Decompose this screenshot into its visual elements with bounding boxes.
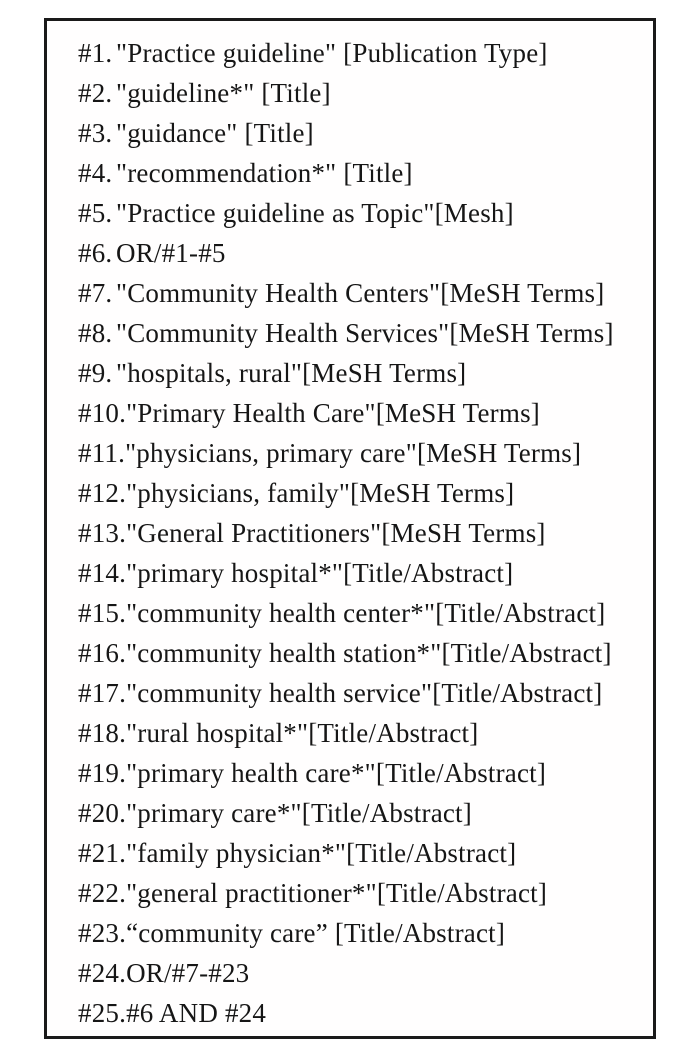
search-strategy-box: [44, 18, 656, 1039]
query-number: #20.: [78, 798, 127, 828]
query-row: [78, 633, 647, 673]
query-term: "family physician*"[Title/Abstract]: [126, 838, 517, 868]
query-term: "guidance" [Title]: [116, 118, 314, 148]
query-term: "physicians, family"[MeSH Terms]: [126, 478, 515, 508]
query-row: [78, 753, 647, 793]
query-number: #12.: [78, 478, 127, 508]
query-row: [78, 233, 647, 273]
query-number: #9.: [78, 358, 113, 388]
query-term: "community health service"[Title/Abstract]: [126, 678, 603, 708]
query-number: #22.: [78, 878, 127, 908]
query-term: "Practice guideline" [Publication Type]: [116, 38, 548, 68]
query-number: #17.: [78, 678, 127, 708]
query-row: [78, 793, 647, 833]
query-number: #21.: [78, 838, 127, 868]
query-number: #19.: [78, 758, 127, 788]
query-row: [78, 153, 647, 193]
query-row: [78, 953, 647, 993]
query-number: #5.: [78, 198, 113, 228]
query-term: “community care” [Title/Abstract]: [126, 918, 506, 948]
query-number: #2.: [78, 78, 113, 108]
query-term: "Community Health Centers"[MeSH Terms]: [116, 278, 605, 308]
query-term: "recommendation*" [Title]: [116, 158, 413, 188]
query-number: #14.: [78, 558, 127, 588]
query-term: OR/#1-#5: [116, 238, 226, 268]
query-row: [78, 713, 647, 753]
query-term: OR/#7-#23: [126, 958, 250, 988]
query-row: [78, 913, 647, 953]
query-number: #7.: [78, 278, 113, 308]
query-row: [78, 313, 647, 353]
query-term: "hospitals, rural"[MeSH Terms]: [116, 358, 467, 388]
query-row: [78, 553, 647, 593]
query-term: "Primary Health Care"[MeSH Terms]: [126, 398, 540, 428]
query-row: [78, 833, 647, 873]
query-row: [78, 873, 647, 913]
query-term: "primary hospital*"[Title/Abstract]: [126, 558, 514, 588]
query-number: #25.: [78, 998, 127, 1028]
search-strategy-list: [47, 21, 653, 1033]
query-row: [78, 593, 647, 633]
query-row: [78, 273, 647, 313]
query-row: [78, 473, 647, 513]
query-number: #16.: [78, 638, 127, 668]
query-row: [78, 73, 647, 113]
query-row: [78, 993, 647, 1033]
query-number: #15.: [78, 598, 127, 628]
query-row: [78, 393, 647, 433]
query-row: [78, 513, 647, 553]
query-number: #3.: [78, 118, 113, 148]
query-row: [78, 113, 647, 153]
query-term: "community health station*"[Title/Abstract]: [126, 638, 612, 668]
query-term: "General Practitioners"[MeSH Terms]: [126, 518, 546, 548]
query-term: "Practice guideline as Topic"[Mesh]: [116, 198, 514, 228]
query-term: "general practitioner*"[Title/Abstract]: [126, 878, 548, 908]
query-number: #6.: [78, 238, 113, 268]
query-number: #11.: [78, 438, 126, 468]
query-number: #18.: [78, 718, 127, 748]
query-term: "primary health care*"[Title/Abstract]: [126, 758, 547, 788]
query-term: "rural hospital*"[Title/Abstract]: [126, 718, 479, 748]
query-row: [78, 353, 647, 393]
query-term: "guideline*" [Title]: [116, 78, 331, 108]
query-row: [78, 193, 647, 233]
query-number: #10.: [78, 398, 127, 428]
query-number: #13.: [78, 518, 127, 548]
query-row: [78, 673, 647, 713]
query-row: [78, 33, 647, 73]
query-term: "community health center*"[Title/Abstract]: [126, 598, 606, 628]
query-term: "Community Health Services"[MeSH Terms]: [116, 318, 614, 348]
query-number: #1.: [78, 38, 113, 68]
query-row: [78, 433, 647, 473]
query-term: #6 AND #24: [126, 998, 267, 1028]
query-term: "primary care*"[Title/Abstract]: [126, 798, 472, 828]
query-number: #4.: [78, 158, 113, 188]
query-number: #24.: [78, 958, 127, 988]
query-term: "physicians, primary care"[MeSH Terms]: [125, 438, 582, 468]
query-number: #23.: [78, 918, 127, 948]
query-number: #8.: [78, 318, 113, 348]
